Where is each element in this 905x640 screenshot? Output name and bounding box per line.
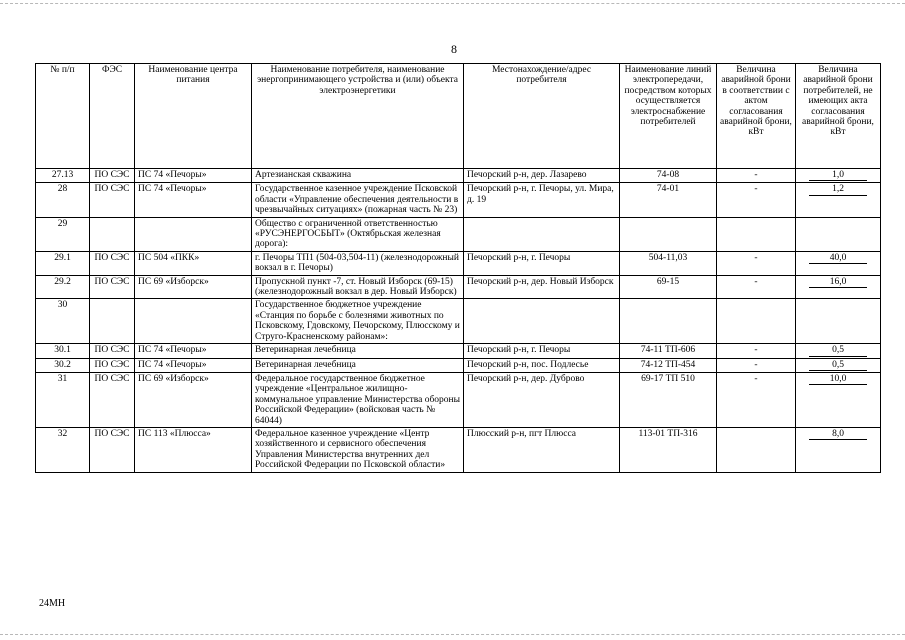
power-line-cell: 69-15 [620,275,717,299]
table-body [36,169,881,473]
row-number-cell: 30.2 [36,358,90,372]
power-center-cell: ПС 69 «Изборск» [135,372,252,427]
header-cell: ФЭС [90,64,135,169]
armor-no-act-cell [796,344,881,358]
header-cell: Наименование линий электропередачи, посредством которых осуществляется электроснабжение потребителей [620,64,717,169]
consumer-name-cell: Федеральное казенное учреждение «Центр хозяйственного и сервисного обеспечения Управления Министерства внутренних дел Российской Федерации по Псковской области» [252,427,464,472]
armor-value: 0,5 [809,345,867,356]
fes-cell: ПО СЭС [90,275,135,299]
fes-cell: ПО СЭС [90,358,135,372]
consumers-table [35,63,881,473]
armor-no-act-cell [796,251,881,275]
power-line-cell: 74-08 [620,169,717,183]
consumer-name-cell: Ветеринарная лечебница [252,358,464,372]
armor-value: 8,0 [809,429,867,440]
armor-act-cell: - [717,251,796,275]
table-row [36,275,881,299]
armor-act-cell [717,299,796,344]
row-number-cell: 28 [36,183,90,217]
header-cell: Наименование потребителя, наименование энергопринимающего устройства и (или) объекта электроэнергетики [252,64,464,169]
armor-no-act-cell [796,217,881,251]
fes-cell [90,299,135,344]
power-center-cell: ПС 74 «Печоры» [135,344,252,358]
consumer-name-cell: Государственное бюджетное учреждение «Станция по борьбе с болезнями животных по Псковскому, Гдовскому, Печорскому, Плюсскому и Струго-Красненскому районам»: [252,299,464,344]
header-cell: Величина аварийной брони в соответствии с актом согласования аварийной брони, кВт [717,64,796,169]
power-center-cell [135,217,252,251]
armor-value: 0,5 [809,360,867,371]
scan-bottom-edge [0,634,905,635]
fes-cell: ПО СЭС [90,372,135,427]
fes-cell: ПО СЭС [90,169,135,183]
armor-act-cell: - [717,275,796,299]
address-cell: Печорский р-н, дер. Дуброво [464,372,620,427]
armor-value: 1,0 [809,170,867,181]
armor-no-act-cell [796,169,881,183]
power-center-cell: ПС 74 «Печоры» [135,183,252,217]
consumer-name-cell: Общество с ограниченной ответственностью «РУСЭНЕРГОСБЫТ» (Октябрьская железная дорога): [252,217,464,251]
armor-no-act-cell [796,275,881,299]
row-number-cell: 29 [36,217,90,251]
power-line-cell: 74-11 ТП-606 [620,344,717,358]
table-row [36,299,881,344]
armor-act-cell: - [717,169,796,183]
fes-cell [90,217,135,251]
table-row [36,344,881,358]
header-cell: Местонахождение/адрес потребителя [464,64,620,169]
power-center-cell: ПС 69 «Изборск» [135,275,252,299]
header-cell: № п/п [36,64,90,169]
armor-value: 10,0 [809,374,867,385]
address-cell [464,299,620,344]
consumer-name-cell: Ветеринарная лечебница [252,344,464,358]
power-line-cell: 113-01 ТП-316 [620,427,717,472]
armor-no-act-cell [796,372,881,427]
page-number: 8 [451,42,457,56]
address-cell [464,217,620,251]
power-line-cell: 69-17 ТП 510 [620,372,717,427]
consumer-name-cell: г. Печоры ТП1 (504-03,504-11) (железнодорожный вокзал в г. Печоры) [252,251,464,275]
armor-value: 1,2 [809,184,867,195]
row-number-cell: 27.13 [36,169,90,183]
consumer-name-cell: Пропускной пункт -7, ст. Новый Изборск (69-15) (железнодорожный вокзал в дер. Новый Изборск) [252,275,464,299]
armor-act-cell [717,427,796,472]
address-cell: Плюсский р-н, пгт Плюсса [464,427,620,472]
table-row [36,169,881,183]
armor-act-cell: - [717,183,796,217]
power-line-cell: 504-11,03 [620,251,717,275]
armor-no-act-cell [796,299,881,344]
power-line-cell: 74-01 [620,183,717,217]
row-number-cell: 29.1 [36,251,90,275]
armor-value: 16,0 [809,277,867,288]
address-cell: Печорский р-н, дер. Новый Изборск [464,275,620,299]
fes-cell: ПО СЭС [90,427,135,472]
power-center-cell [135,299,252,344]
armor-act-cell [717,217,796,251]
table-row [36,372,881,427]
power-line-cell: 74-12 ТП-454 [620,358,717,372]
fes-cell: ПО СЭС [90,251,135,275]
armor-act-cell: - [717,372,796,427]
table-row [36,251,881,275]
power-line-cell [620,299,717,344]
power-center-cell: ПС 74 «Печоры» [135,358,252,372]
header-cell: Наименование центра питания [135,64,252,169]
fes-cell: ПО СЭС [90,183,135,217]
address-cell: Печорский р-н, г. Печоры [464,344,620,358]
address-cell: Печорский р-н, г. Печоры [464,251,620,275]
power-center-cell: ПС 113 «Плюсса» [135,427,252,472]
footer-code: 24МН [39,598,66,609]
header-row [36,64,881,169]
address-cell: Печорский р-н, г. Печоры, ул. Мира, д. 19 [464,183,620,217]
armor-act-cell: - [717,344,796,358]
table-row [36,358,881,372]
table-row [36,427,881,472]
armor-no-act-cell [796,358,881,372]
consumer-name-cell: Артезианская скважина [252,169,464,183]
armor-no-act-cell [796,427,881,472]
consumer-name-cell: Федеральное государственное бюджетное учреждение «Центральное жилищно-коммунальное управление Министерства обороны Российской Федерации» (войсковая часть № 64044) [252,372,464,427]
armor-value: 40,0 [809,253,867,264]
row-number-cell: 31 [36,372,90,427]
row-number-cell: 29.2 [36,275,90,299]
armor-act-cell: - [717,358,796,372]
row-number-cell: 30.1 [36,344,90,358]
power-center-cell: ПС 504 «ПКК» [135,251,252,275]
header-cell: Величина аварийной брони потребителей, не имеющих акта согласования аварийной брони, кВт [796,64,881,169]
power-center-cell: ПС 74 «Печоры» [135,169,252,183]
address-cell: Печорский р-н, дер. Лазарево [464,169,620,183]
armor-no-act-cell [796,183,881,217]
table-row [36,183,881,217]
fes-cell: ПО СЭС [90,344,135,358]
table-row [36,217,881,251]
consumer-name-cell: Государственное казенное учреждение Псковской области «Управление обеспечения деятельности в чрезвычайных ситуациях» (пожарная часть № 23) [252,183,464,217]
address-cell: Печорский р-н, пос. Подлесье [464,358,620,372]
power-line-cell [620,217,717,251]
row-number-cell: 32 [36,427,90,472]
scan-top-edge [0,3,905,4]
row-number-cell: 30 [36,299,90,344]
